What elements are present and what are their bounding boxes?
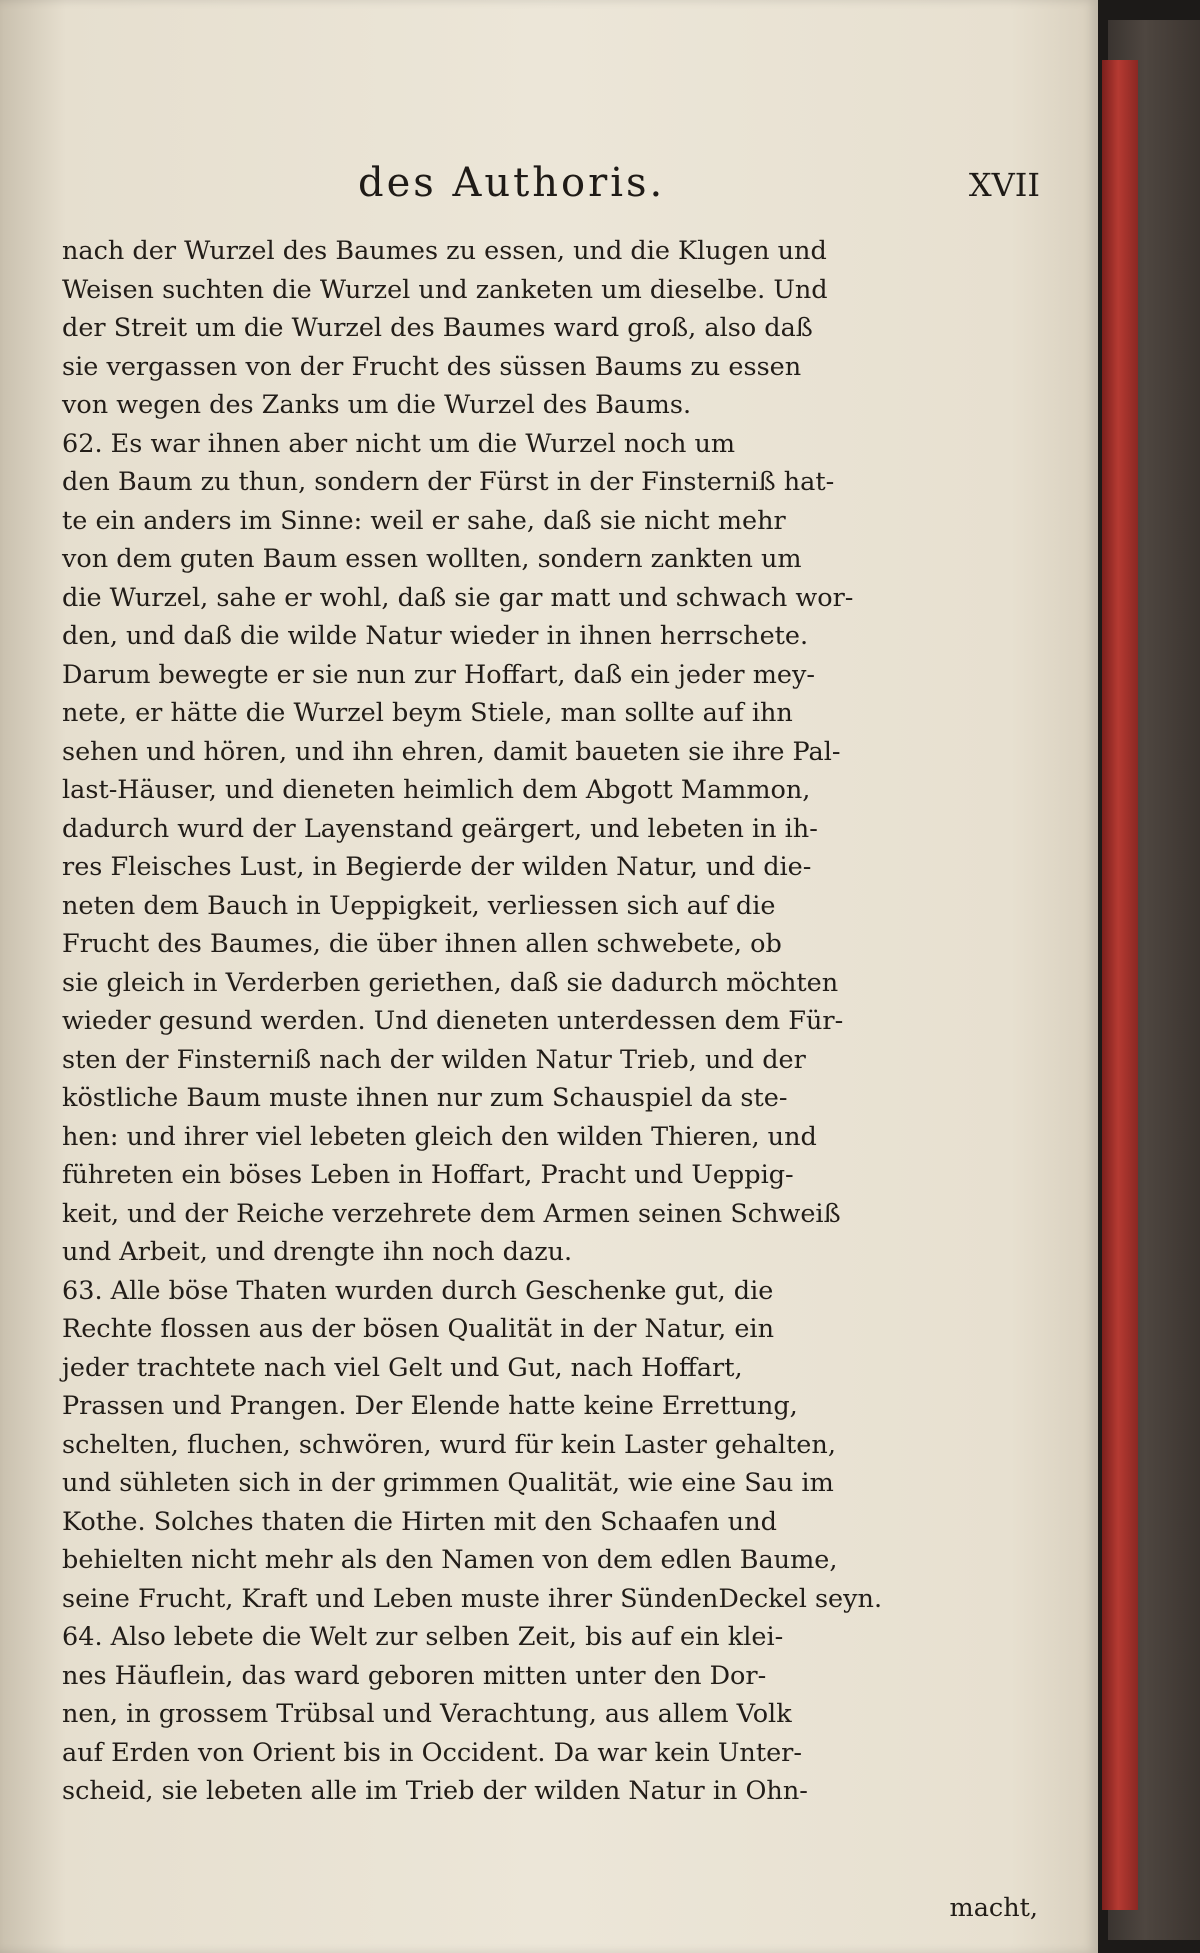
text-line: 62. Es war ihnen aber nicht um die Wurzel noch um xyxy=(62,428,736,459)
text-line: Kothe. Solches thaten die Hirten mit den Schaafen und xyxy=(62,1506,777,1537)
text-line: und Arbeit, und drengte ihn noch dazu. xyxy=(62,1237,573,1267)
text-line: nes Häuflein, das ward geboren mitten unter den Dor- xyxy=(62,1660,767,1691)
text-line: keit, und der Reiche verzehrete dem Armen seinen Schweiß xyxy=(62,1198,841,1229)
text-line: sie gleich in Verderben geriethen, daß sie dadurch möchten xyxy=(62,967,839,998)
text-line: auf Erden von Orient bis in Occident. Da war kein Unter- xyxy=(62,1737,802,1768)
text-line: res Fleisches Lust, in Begierde der wilden Natur, und die- xyxy=(62,852,812,882)
text-line: last-Häuser, und dieneten heimlich dem Abgott Mammon, xyxy=(62,775,811,805)
text-line: 63. Alle böse Thaten wurden durch Geschenke gut, die xyxy=(62,1275,774,1306)
text-line: von wegen des Zanks um die Wurzel des Baums. xyxy=(62,390,692,420)
text-line: nete, er hätte die Wurzel beym Stiele, man sollte auf ihn xyxy=(62,698,793,728)
text-line: te ein anders im Sinne: weil er sahe, daß sie nicht mehr xyxy=(62,505,786,536)
running-head: des Authoris. xyxy=(358,160,666,206)
text-line: der Streit um die Wurzel des Baumes ward groß, also daß xyxy=(62,313,813,343)
text-line: scheid, sie lebeten alle im Trieb der wilden Natur in Ohn- xyxy=(62,1776,808,1806)
text-line: sie vergassen von der Frucht des süssen Baums zu essen xyxy=(62,351,802,382)
text-line: 64. Also lebete die Welt zur selben Zeit, bis auf ein klei- xyxy=(62,1622,784,1652)
text-line: Frucht des Baumes, die über ihnen allen schwebete, ob xyxy=(62,929,782,959)
text-line: Weisen suchten die Wurzel und zanketen um dieselbe. Und xyxy=(62,274,828,305)
text-line: neten dem Bauch in Ueppigkeit, verliessen sich auf die xyxy=(62,890,776,921)
text-line: dadurch wurd der Layenstand geärgert, und lebeten in ih- xyxy=(62,813,818,844)
text-line: wieder gesund werden. Und dieneten unterdessen dem Für- xyxy=(62,1006,844,1036)
body-text xyxy=(62,232,1042,1811)
text-line: den, und daß die wilde Natur wieder in ihnen herrschete. xyxy=(62,621,809,651)
text-line: köstliche Baum muste ihnen nur zum Schauspiel da ste- xyxy=(62,1083,788,1113)
catchword: macht, xyxy=(949,1893,1038,1923)
text-line: sten der Finsterniß nach der wilden Natur Trieb, und der xyxy=(62,1044,806,1075)
text-line: Prassen und Prangen. Der Elende hatte keine Errettung, xyxy=(62,1391,798,1421)
text-line: jeder trachtete nach viel Gelt und Gut, nach Hoffart, xyxy=(62,1352,743,1383)
text-line: behielten nicht mehr als den Namen von dem edlen Baume, xyxy=(62,1545,838,1575)
text-line: Darum bewegte er sie nun zur Hoffart, daß ein jeder mey- xyxy=(62,659,815,690)
text-line: führeten ein böses Leben in Hoffart, Pracht und Ueppig- xyxy=(62,1160,794,1190)
red-page-edges xyxy=(1102,60,1138,1910)
text-line: die Wurzel, sahe er wohl, daß sie gar matt und schwach wor- xyxy=(62,582,854,613)
text-line: sehen und hören, und ihn ehren, damit baueten sie ihre Pal- xyxy=(62,736,841,767)
text-line: den Baum zu thun, sondern der Fürst in der Finsterniß hat- xyxy=(62,467,835,497)
page-header xyxy=(60,160,1080,220)
text-line: Rechte flossen aus der bösen Qualität in der Natur, ein xyxy=(62,1314,774,1344)
text-line: nach der Wurzel des Baumes zu essen, und die Klugen und xyxy=(62,236,827,266)
text-line: nen, in grossem Trübsal und Verachtung, aus allem Volk xyxy=(62,1699,792,1729)
text-line: schelten, fluchen, schwören, wurd für kein Laster gehalten, xyxy=(62,1429,836,1460)
text-line: seine Frucht, Kraft und Leben muste ihrer SündenDeckel seyn. xyxy=(62,1583,883,1614)
page-number: XVII xyxy=(968,166,1040,204)
text-line: hen: und ihrer viel lebeten gleich den wilden Thieren, und xyxy=(62,1121,817,1152)
text-line: und sühleten sich in der grimmen Qualität, wie eine Sau im xyxy=(62,1468,834,1498)
text-line: von dem guten Baum essen wollten, sondern zankten um xyxy=(62,544,802,574)
